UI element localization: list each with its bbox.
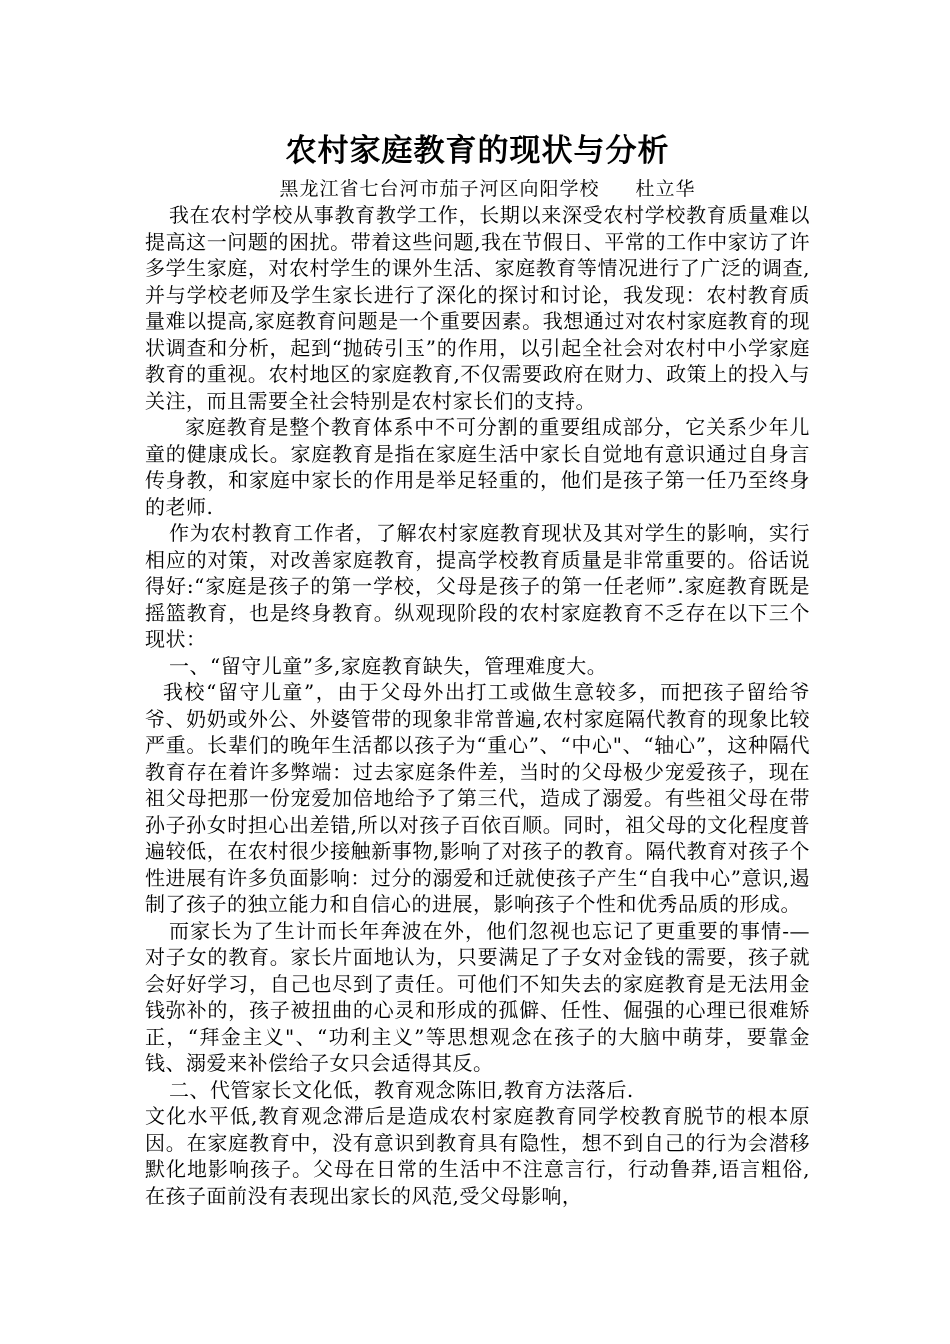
paragraph-family-education: 家庭教育是整个教育体系中不可分割的重要组成部分，它关系少年儿童的健康成长。家庭教育是指在家庭生活中家长自觉地有意识通过自身言传身教，和家庭中家长的作用是举足轻重的，他们是孩子第一任乃至终身的老师. (145, 415, 810, 519)
paragraph-educator-view: 作为农村教育工作者，了解农村家庭教育现状及其对学生的影响，实行相应的对策，对改善家庭教育，提高学校教育质量是非常重要的。俗话说得好:“家庭是孩子的第一学校，父母是孩子的第一任老师”.家庭教育既是摇篮教育，也是终身教育。纵观现阶段的农村家庭教育不乏存在以下三个现状： (145, 521, 810, 651)
paragraph-low-education: 文化水平低,教育观念滞后是造成农村家庭教育同学校教育脱节的根本原因。在家庭教育中，没有意识到教育具有隐性，想不到自己的行为会潜移默化地影响孩子。父母在日常的生活中不注意言行，行动鲁莽,语言粗俗,在孩子面前没有表现出家长的风范,受父母影响， (145, 1104, 810, 1208)
byline (145, 176, 810, 202)
paragraph-left-behind-children: 我校“留守儿童”，由于父母外出打工或做生意较多，而把孩子留给爷爷、奶奶或外公、外婆管带的现象非常普遍,农村家庭隔代教育的现象比较严重。长辈们的晚年生活都以孩子为“重心”、“中心"、“轴心”，这种隔代教育存在着许多弊端：过去家庭条件差，当时的父母极少宠爱孩子，现在祖父母把那一份宠爱加倍地给予了第三代，造成了溺爱。有些祖父母在带孙子孙女时担心出差错,所以对孩子百依百顺。同时，祖父母的文化程度普遍较低，在农村很少接触新事物,影响了对孩子的教育。隔代教育对孩子个性进展有许多负面影响：过分的溺爱和迁就使孩子产生“自我中心”意识,遏制了孩子的独立能力和自信心的进展，影响孩子个性和优秀品质的形成。 (145, 680, 810, 916)
paragraph-intro: 我在农村学校从事教育教学工作，长期以来深受农村学校教育质量难以提高这一问题的困扰。带着这些问题,我在节假日、平常的工作中家访了许多学生家庭，对农村学生的课外生活、家庭教育等情况进行了广泛的调查,并与学校老师及学生家长进行了深化的探讨和讨论，我发现：农村教育质量难以提高,家庭教育问题是一个重要因素。我想通过对农村家庭教育的现状调查和分析，起到“抛砖引玉”的作用，以引起全社会对农村中小学家庭教育的重视。农村地区的家庭教育,不仅需要政府在财力、政策上的投入与关注，而且需要全社会特别是农村家长们的支持。 (145, 203, 810, 413)
section-heading-two: 二、代管家长文化低，教育观念陈旧,教育方法落后. (169, 1077, 634, 1102)
paragraph-parents-away: 而家长为了生计而长年奔波在外，他们忽视也忘记了更重要的事情-—对子女的教育。家长片面地认为，只要满足了子女对金钱的需要，孩子就会好好学习，自己也尽到了责任。可他们不知失去的家庭教育是无法用金钱弥补的，孩子被扭曲的心灵和形成的孤僻、任性、倔强的心理已很难矫正，“拜金主义"、“功利主义”等思想观念在孩子的大脑中萌芽，要靠金钱、溺爱来补偿给子女只会适得其反。 (145, 918, 810, 1075)
document-title: 农村家庭教育的现状与分析 (285, 133, 670, 169)
byline-author: 杜立华 (635, 178, 696, 200)
document-page (145, 128, 810, 1209)
section-heading-one: 一、“留守儿童”多,家庭教育缺失，管理难度大。 (169, 653, 608, 678)
byline-school: 黑龙江省七台河市茄子河区向阳学校 (279, 178, 600, 200)
